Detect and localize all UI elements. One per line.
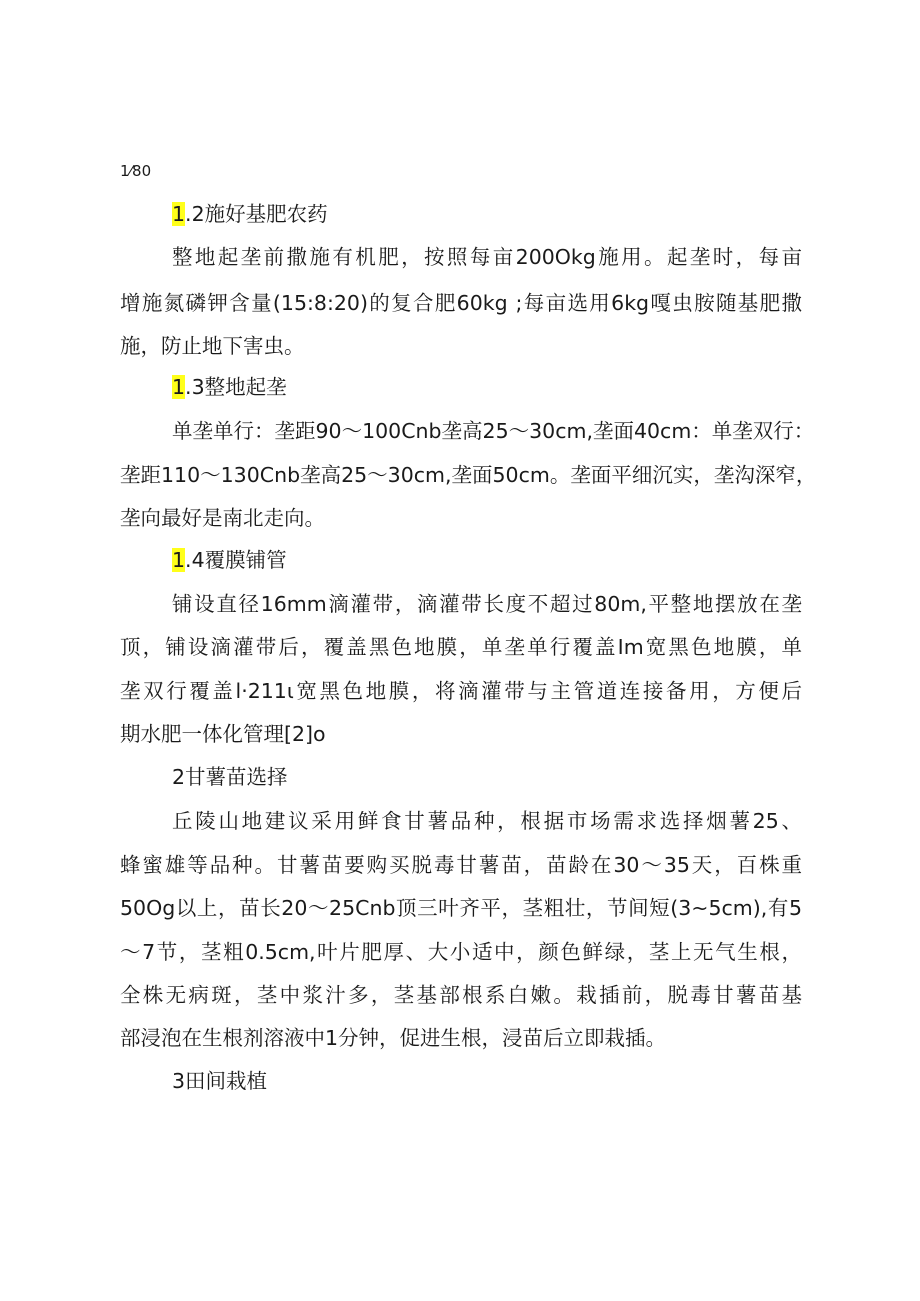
paragraph-line: 蜂蜜雄等品种。甘薯苗要购买脱毒甘薯苗，苗龄在30〜35天，百株重 bbox=[120, 853, 802, 877]
paragraph-line: 整地起垄前撒施有机肥，按照每亩200Okg施用。起垄时，每亩 bbox=[172, 245, 802, 269]
paragraph-line: 丘陵山地建议采用鲜食甘薯品种，根据市场需求选择烟薯25、 bbox=[172, 809, 802, 833]
heading-highlight: 1 bbox=[172, 375, 186, 399]
paragraph-line: 〜7节，茎粗0.5cm,叶片肥厚、大小适中，颜色鲜绿，茎上无气生根， bbox=[120, 940, 802, 964]
section-heading-1-4: 1.4覆膜铺管 bbox=[172, 548, 287, 572]
paragraph-line: 部浸泡在生根剂溶液中1分钟，促进生根，浸苗后立即栽插。 bbox=[120, 1026, 667, 1050]
paragraph-line: 期水肥一体化管理[2]o bbox=[120, 722, 326, 746]
paragraph-line: 顶，铺设滴灌带后，覆盖黑色地膜，单垄单行覆盖Im宽黑色地膜，单 bbox=[120, 635, 802, 659]
paragraph-line: 垄向最好是南北走向。 bbox=[120, 506, 325, 530]
paragraph-line: 施，防止地下害虫。 bbox=[120, 334, 305, 358]
paragraph-line: 铺设直径16mm滴灌带，滴灌带长度不超过80m,平整地摆放在垄 bbox=[172, 592, 802, 616]
heading-highlight: 1 bbox=[172, 548, 186, 572]
paragraph-line: 全株无病斑，茎中浆汁多，茎基部根系白嫩。栽插前，脱毒甘薯苗基 bbox=[120, 983, 802, 1007]
section-heading-3: 3田间栽植 bbox=[172, 1069, 268, 1093]
paragraph-line: 单垄单行：垄距90〜100Cnb垄高25〜30cm,垄面40cm：单垄双行： bbox=[172, 419, 815, 443]
section-heading-2: 2甘薯苗选择 bbox=[172, 765, 288, 789]
heading-highlight: 1 bbox=[172, 202, 186, 226]
paragraph-line: 增施氮磷钾含量(15:8:20)的复合肥60kg ;每亩选用6kg嘎虫胺随基肥撒 bbox=[120, 291, 802, 315]
paragraph-line: 50Og以上，苗长20〜25Cnb顶三叶齐平，茎粗壮，节间短(3~5cm),有5 bbox=[120, 896, 802, 920]
section-heading-1-2: 1.2施好基肥农药 bbox=[172, 202, 328, 226]
section-heading-1-3: 1.3整地起垄 bbox=[172, 375, 287, 399]
paragraph-line: 垄距110〜130Cnb垄高25〜30cm,垄面50cm。垄面平细沉实，垄沟深窄， bbox=[120, 463, 817, 487]
paragraph-line: 垄双行覆盖l·211ι宽黑色地膜，将滴灌带与主管道连接备用，方便后 bbox=[120, 679, 802, 703]
page-number: 1⁄80 bbox=[120, 162, 152, 180]
